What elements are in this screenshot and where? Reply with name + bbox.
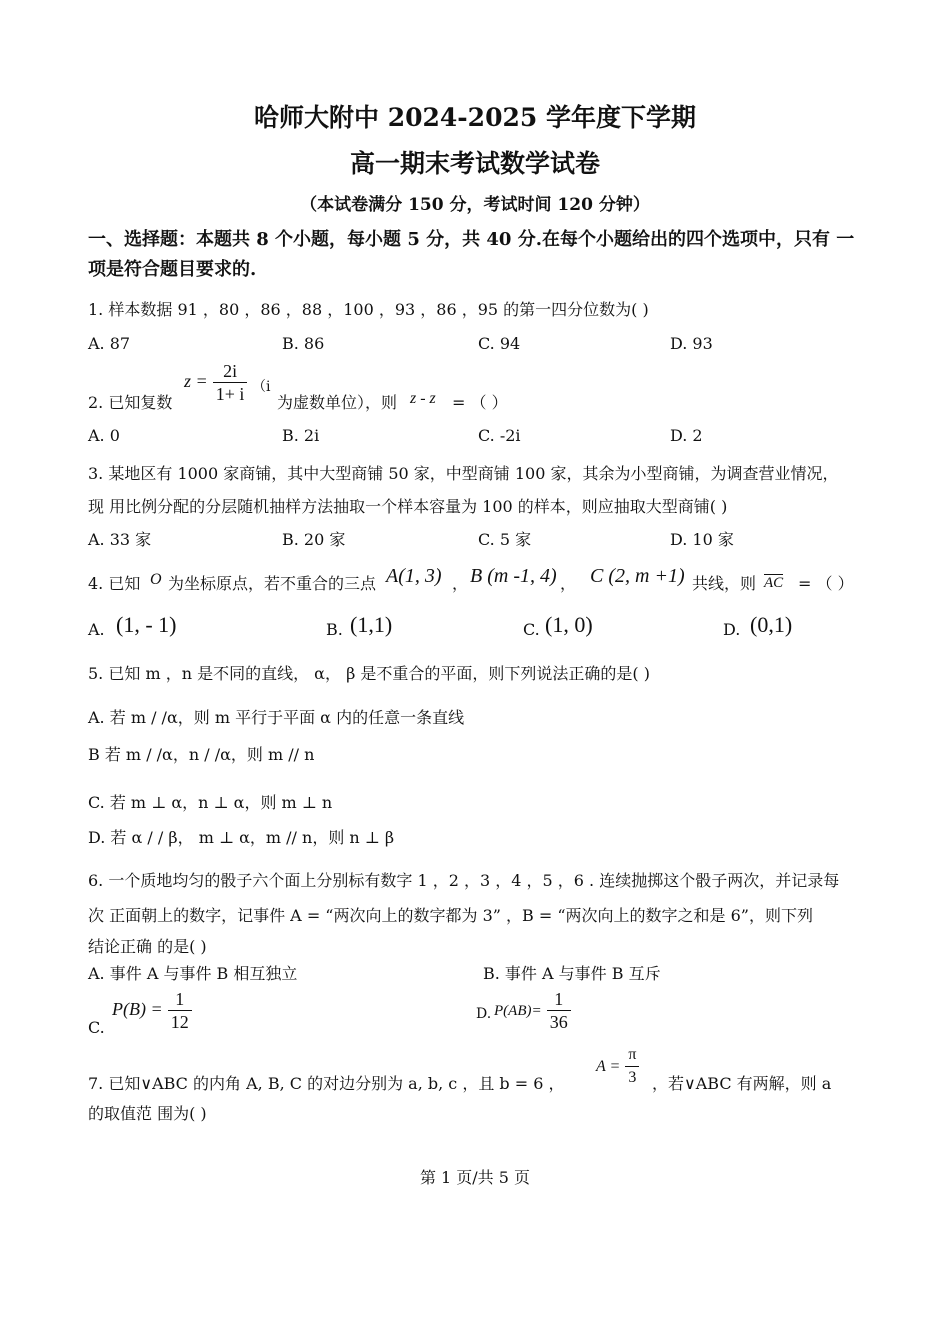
q3-option-d: D. 10 家 [670, 530, 734, 549]
q1-option-a: A. 87 [88, 334, 131, 353]
q6-option-c-formula [112, 988, 192, 1033]
q2-suffix: 为虚数单位），则 [277, 393, 398, 412]
q6-c-lhs: P(B) = [112, 999, 163, 1019]
q4-point-c: C (2, m +1) [590, 565, 685, 587]
q1-option-b: B. 86 [282, 334, 325, 353]
q4-option-c-value: (1, 0) [545, 612, 593, 637]
q4-option-a-label: A. [88, 620, 105, 639]
q2-fraction [213, 360, 248, 405]
q4-point-a: A(1, 3) [386, 565, 442, 587]
q2-option-d: D. 2 [670, 426, 703, 445]
q6-d-lhs: P(AB)= [494, 1003, 542, 1019]
q3-option-b: B. 20 家 [282, 530, 346, 549]
q6-c-num: 1 [168, 988, 192, 1011]
q4-option-b-value: (1,1) [350, 612, 393, 637]
q7-a-lhs: A = [596, 1058, 621, 1075]
q4-comma1: ， [452, 574, 469, 593]
q3-line1: 3. 某地区有 1000 家商铺，其中大型商铺 50 家，中型商铺 100 家，其余为小型商铺，为调查营业情况， [88, 464, 839, 483]
q4-tail: = （ ） [798, 574, 854, 593]
q6-c-den: 12 [170, 1012, 189, 1032]
q6-line1: 6. 一个质地均匀的骰子六个面上分别标有数字 1 ，2 ，3 ，4 ，5 ，6 . 连续抛掷这个骰子两次，并记录每 [88, 871, 840, 890]
q4-point-b: B (m -1, 4) [470, 565, 557, 587]
q5-option-b: B 若 m / /α，n / /α，则 m // n [88, 745, 315, 764]
q2-option-a: A. 0 [88, 426, 120, 445]
q2-prefix: 2. 已知复数 [88, 393, 173, 412]
q6-option-a: A. 事件 A 与事件 B 相互独立 [88, 964, 298, 983]
q2-option-c: C. -2i [478, 426, 521, 445]
q3-line2: 现 用比例分配的分层随机抽样方法抽取一个样本容量为 100 的样本，则应抽取大型商铺( ) [88, 497, 728, 516]
q5-stem: 5. 已知 m ，n 是不同的直线， α， β 是不重合的平面，则下列说法正确的是( ) [88, 664, 650, 683]
q2-frac-den: 1+ i [215, 384, 245, 404]
q7-angle-formula [596, 1044, 639, 1089]
q4-option-d-label: D. [723, 620, 741, 639]
q7-prefix: 7. 已知∨ABC 的内角 A, B, C 的对边分别为 a, b, c ，且 b = 6 ， [88, 1074, 565, 1093]
exam-note: （本试卷满分 150 分，考试时间 120 分钟） [300, 195, 650, 215]
q2-lhs: z = [184, 371, 208, 391]
q5-option-c: C. 若 m ⊥ α，n ⊥ α，则 m ⊥ n [88, 793, 333, 812]
q2-expr: z - z [410, 390, 436, 407]
section1-heading: 一、选择题：本题共 8 个小题，每小题 5 分，共 40 分.在每个小题给出的四个选项中，只有 一项是符合题目要求的. [88, 229, 855, 280]
q4-text2: 共线，则 [692, 574, 757, 593]
q6-d-fraction [547, 988, 571, 1033]
q1-option-d: D. 93 [670, 334, 713, 353]
q6-option-c-label: C. [88, 1018, 105, 1037]
exam-title-line2: 高一期末考试数学试卷 [349, 149, 600, 178]
q7-a-fraction [625, 1044, 639, 1089]
q7-a-num: π [625, 1044, 639, 1067]
q2-complex-formula [184, 360, 247, 405]
q6-c-fraction [168, 988, 192, 1033]
q6-option-b: B. 事件 A 与事件 B 互斥 [483, 964, 661, 983]
exam-title-line1: 哈师大附中 2024-2025 学年度下学期 [254, 103, 696, 132]
q7-line2: 的取值范 围为( ) [88, 1104, 207, 1123]
q7-a-den: 3 [628, 1069, 637, 1086]
q4-o-var: O [150, 571, 162, 588]
q4-option-d-value: (0,1) [750, 612, 793, 637]
page-footer: 第 1 页/共 5 页 [419, 1168, 531, 1187]
q6-line3: 结论正确 的是( ) [88, 937, 207, 956]
q5-option-a: A. 若 m / /α，则 m 平行于平面 α 内的任意一条直线 [88, 708, 465, 727]
q3-option-c: C. 5 家 [478, 530, 532, 549]
q2-option-b: B. 2i [282, 426, 320, 445]
q6-d-den: 36 [549, 1012, 568, 1032]
q6-line2: 次 正面朝上的数字，记事件 A = “两次向上的数字都为 3” ，B = “两次向上的数字之和是 6”，则下列 [88, 906, 813, 925]
q6-option-d-label: D. [476, 1006, 492, 1022]
q5-option-d: D. 若 α / / β， m ⊥ α，m // n，则 n ⊥ β [88, 828, 395, 847]
q2-tail: = （ ） [452, 393, 508, 412]
q4-option-b-label: B. [326, 620, 343, 639]
q7-suffix: ，若∨ABC 有两解，则 a [652, 1074, 832, 1093]
q4-prefix: 4. 已知 [88, 574, 141, 593]
q4-option-c-label: C. [523, 620, 540, 639]
q4-vector-ac: AC [764, 575, 784, 591]
q3-option-a: A. 33 家 [88, 530, 152, 549]
q1-option-c: C. 94 [478, 334, 521, 353]
q4-comma2: ， [560, 574, 577, 593]
q6-option-d-formula [494, 988, 571, 1033]
q2-frac-num: 2i [213, 360, 248, 383]
q1-stem: 1. 样本数据 91 ，80 ，86 ，88 ，100 ，93 ，86 ，95 的第一四分位数为( ) [88, 300, 649, 319]
q4-option-a-value: (1, - 1) [116, 612, 177, 637]
q2-paren: （i [252, 379, 271, 395]
q4-text1: 为坐标原点，若不重合的三点 [168, 574, 377, 593]
q6-d-num: 1 [547, 988, 571, 1011]
